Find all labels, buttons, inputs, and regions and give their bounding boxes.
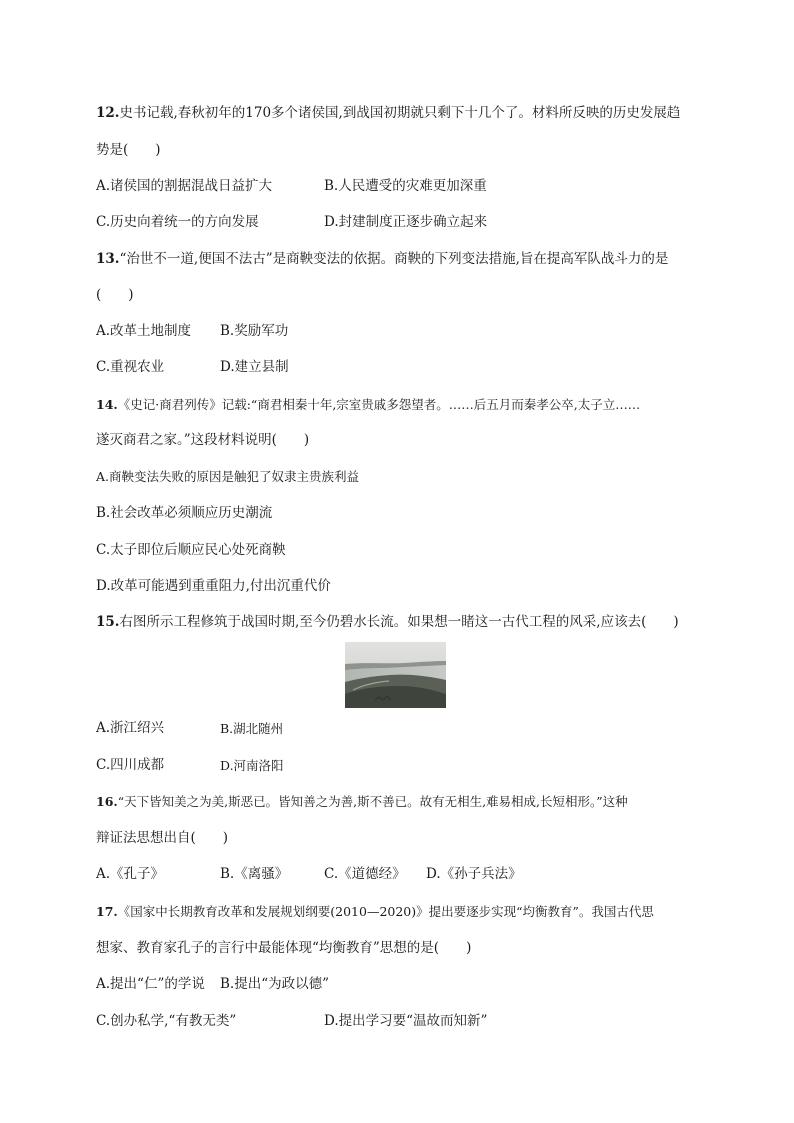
q13-stem-text: “治世不一道,便国不法古”是商鞅变法的依据。商鞅的下列变法措施,旨在提高军队战斗力的是 bbox=[119, 251, 669, 267]
q14-option-a[interactable]: A.商鞅变法失败的原因是触犯了奴隶主贵族利益 bbox=[96, 469, 360, 484]
q14-stem-line1 bbox=[96, 396, 640, 414]
q15-number: 15. bbox=[96, 614, 120, 630]
q16-stem-text: “天下皆知美之为美,斯恶已。皆知善之为善,斯不善已。故有无相生,难易相成,长短相形。”这种 bbox=[117, 794, 628, 809]
q15-option-d[interactable]: D.河南洛阳 bbox=[220, 758, 284, 773]
q17-option-d[interactable]: D.提出学习要“温故而知新” bbox=[324, 1013, 488, 1029]
q16-option-c[interactable]: C.《道德经》 bbox=[324, 866, 406, 882]
q15-stem-line1 bbox=[96, 613, 679, 631]
q14-stem-text: 《史记·商君列传》记载:“商君相秦十年,宗室贵戚多怨望者。……后五月而秦孝公卒,太子立…… bbox=[117, 397, 641, 412]
q16-option-b[interactable]: B.《离骚》 bbox=[220, 866, 289, 882]
q15-stem-text: 右图所示工程修筑于战国时期,至今仍碧水长流。如果想一睹这一古代工程的风采,应该去( ) bbox=[119, 614, 679, 630]
q16-stem-line2: 辩证法思想出自( ) bbox=[96, 830, 229, 846]
q13-stem-line2: ( ) bbox=[96, 287, 134, 303]
q13-option-d[interactable]: D.建立县制 bbox=[220, 359, 289, 375]
q14-stem-line2: 遂灭商君之家。”这段材料说明( ) bbox=[96, 432, 310, 448]
q12-stem-line2: 势是( ) bbox=[96, 142, 161, 158]
q15-option-c[interactable]: C.四川成都 bbox=[96, 757, 165, 773]
q14-number: 14. bbox=[96, 397, 118, 412]
q17-option-b[interactable]: B.提出“为政以德” bbox=[220, 976, 330, 992]
q12-option-b[interactable]: B.人民遭受的灾难更加深重 bbox=[324, 178, 487, 194]
q17-stem-text: 《国家中长期教育改革和发展规划纲要(2010—2020)》提出要逐步实现“均衡教育”。我国古代思 bbox=[117, 904, 654, 919]
q13-option-c[interactable]: C.重视农业 bbox=[96, 359, 165, 375]
q12-stem-text: 史书记载,春秋初年的170多个诸侯国,到战国初期就只剩下十几个了。材料所反映的历史发展趋 bbox=[119, 105, 681, 121]
q13-number: 13. bbox=[96, 251, 120, 267]
q17-number: 17. bbox=[96, 904, 118, 919]
q15-option-b[interactable]: B.湖北随州 bbox=[220, 721, 284, 736]
q16-stem-line1 bbox=[96, 793, 628, 811]
q17-option-c[interactable]: C.创办私学,“有教无类” bbox=[96, 1013, 237, 1029]
q12-option-d[interactable]: D.封建制度正逐步确立起来 bbox=[324, 214, 488, 230]
q14-option-b[interactable]: B.社会改革必须顺应历史潮流 bbox=[96, 505, 273, 521]
q14-option-d[interactable]: D.改革可能遇到重重阻力,付出沉重代价 bbox=[96, 578, 331, 594]
q16-option-a[interactable]: A.《孔子》 bbox=[96, 866, 165, 882]
landscape-photo-icon bbox=[345, 642, 446, 708]
q12-stem-line1 bbox=[96, 104, 680, 122]
q13-option-b[interactable]: B.奖励军功 bbox=[220, 323, 289, 339]
q15-option-a[interactable]: A.浙江绍兴 bbox=[96, 720, 165, 736]
q17-stem-line1 bbox=[96, 903, 654, 921]
q14-option-c[interactable]: C.太子即位后顺应民心处死商鞅 bbox=[96, 542, 286, 558]
q17-option-a[interactable]: A.提出“仁”的学说 bbox=[96, 976, 205, 992]
q13-stem-line1 bbox=[96, 250, 668, 268]
q12-option-a[interactable]: A.诸侯国的割据混战日益扩大 bbox=[96, 178, 273, 194]
dujiangyan-photo bbox=[345, 642, 446, 708]
q16-number: 16. bbox=[96, 794, 118, 809]
q12-option-c[interactable]: C.历史向着统一的方向发展 bbox=[96, 214, 259, 230]
q12-number: 12. bbox=[96, 105, 120, 121]
q16-option-d[interactable]: D.《孙子兵法》 bbox=[426, 866, 522, 882]
q17-stem-line2: 想家、教育家孔子的言行中最能体现“均衡教育”思想的是( ) bbox=[96, 940, 472, 956]
q13-option-a[interactable]: A.改革土地制度 bbox=[96, 323, 192, 339]
